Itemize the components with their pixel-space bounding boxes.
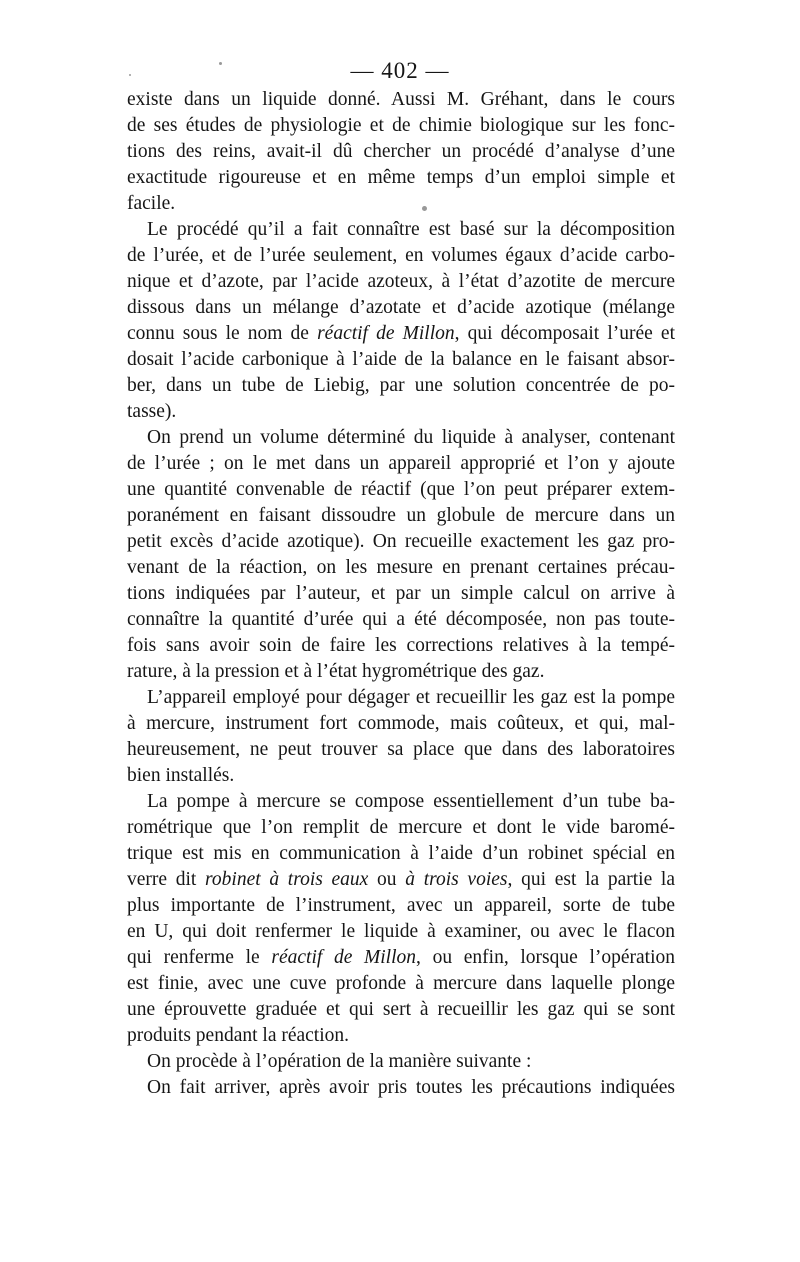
text-line: connu sous le nom de réactif de Millon, qui décomposait l’urée et bbox=[127, 323, 675, 344]
text-line: On procède à l’opération de la manière suivante : bbox=[147, 1051, 532, 1072]
text-line: de ses études de physiologie et de chimie biologique sur les fonc- bbox=[127, 115, 675, 136]
text-line: Le procédé qu’il a fait connaître est basé sur la décomposition bbox=[147, 219, 675, 240]
text-line: nique et d’azote, par l’acide azoteux, à l’état d’azotite de mercure bbox=[127, 271, 675, 292]
text-line: de l’urée, et de l’urée seulement, en volumes égaux d’acide carbo- bbox=[127, 245, 675, 266]
ink-speck bbox=[219, 62, 222, 65]
text-line: dissous dans un mélange d’azotate et d’acide azotique (mélange bbox=[127, 297, 675, 318]
text-line: petit excès d’acide azotique). On recueille exactement les gaz pro- bbox=[127, 531, 675, 552]
text-line: est finie, avec une cuve profonde à mercure dans laquelle plonge bbox=[127, 973, 675, 994]
text-line: produits pendant la réaction. bbox=[127, 1025, 350, 1046]
text-line: trique est mis en communication à l’aide d’un robinet spécial en bbox=[127, 843, 675, 864]
text-line: une quantité convenable de réactif (que l’on peut préparer extem- bbox=[127, 479, 675, 500]
text-line: de l’urée ; on le met dans un appareil approprié et l’on y ajoute bbox=[127, 453, 675, 474]
text-line: en U, qui doit renfermer le liquide à examiner, ou avec le flacon bbox=[127, 921, 675, 942]
text-line: existe dans un liquide donné. Aussi M. Gréhant, dans le cours bbox=[127, 89, 675, 110]
text-line: tions indiquées par l’auteur, et par un simple calcul on arrive à bbox=[127, 583, 675, 604]
text-line: exactitude rigoureuse et en même temps d’un emploi simple et bbox=[127, 167, 675, 188]
text-line: fois sans avoir soin de faire les corrections relatives à la tempé- bbox=[127, 635, 675, 656]
text-line: verre dit robinet à trois eaux ou à trois voies, qui est la partie la bbox=[127, 869, 675, 890]
text-line: ber, dans un tube de Liebig, par une solution concentrée de po- bbox=[127, 375, 675, 396]
text-line: venant de la réaction, on les mesure en prenant certaines précau- bbox=[127, 557, 675, 578]
text-line: facile. bbox=[127, 193, 176, 214]
text-line: dosait l’acide carbonique à l’aide de la balance en le faisant absor- bbox=[127, 349, 675, 370]
text-line: tasse). bbox=[127, 401, 177, 422]
text-line: On fait arriver, après avoir pris toutes les précautions indiquées bbox=[147, 1077, 675, 1098]
text-line: plus importante de l’instrument, avec un appareil, sorte de tube bbox=[127, 895, 675, 916]
text-line: poranément en faisant dissoudre un globule de mercure dans un bbox=[127, 505, 675, 526]
text-line: heureusement, ne peut trouver sa place que dans des laboratoires bbox=[127, 739, 675, 760]
text-line: rature, à la pression et à l’état hygrométrique des gaz. bbox=[127, 661, 545, 682]
text-line: connaître la quantité d’urée qui a été décomposée, non pas toute- bbox=[127, 609, 675, 630]
text-line: bien installés. bbox=[127, 765, 235, 786]
text-line: à mercure, instrument fort commode, mais coûteux, et qui, mal- bbox=[127, 713, 675, 734]
text-line: tions des reins, avait-il dû chercher un procédé d’analyse d’une bbox=[127, 141, 675, 162]
text-line: On prend un volume déterminé du liquide à analyser, contenant bbox=[147, 427, 675, 448]
body-text bbox=[127, 87, 675, 1101]
text-line: La pompe à mercure se compose essentiellement d’un tube ba- bbox=[147, 791, 675, 812]
page-number: — 402 — bbox=[350, 58, 450, 83]
text-line: L’appareil employé pour dégager et recueillir les gaz est la pompe bbox=[147, 687, 675, 708]
text-line: rométrique que l’on remplit de mercure et dont le vide baromé- bbox=[127, 817, 675, 838]
text-line: qui renferme le réactif de Millon, ou enfin, lorsque l’opération bbox=[127, 947, 675, 968]
text-line: une éprouvette graduée et qui sert à recueillir les gaz qui se sont bbox=[127, 999, 675, 1020]
ink-speck bbox=[129, 74, 131, 76]
